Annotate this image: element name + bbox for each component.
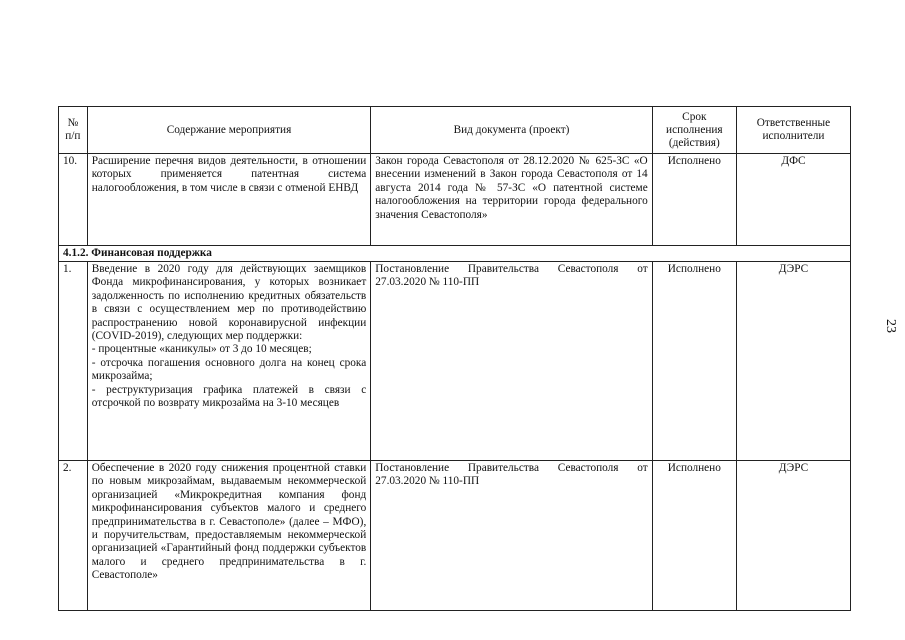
row-content: Обеспечение в 2020 году снижения процентной ставки по новым микрозаймам, выдаваемым некоммерческой организацией «Микрокредитная компания фонд микрофинансирования субъектов малого и среднего предпринимательства в г. Севастополе» (далее – МФО), и поручительствам, предоставляемым некоммерческой организацией «Гарантийный фонд поддержки субъектов малого и среднего предпринимательства в г. Севастополе»: [87, 461, 371, 611]
table-row: [59, 461, 851, 611]
header-document: Вид документа (проект): [371, 107, 652, 154]
header-deadline: Срок исполнения (действия): [652, 107, 736, 154]
content-paragraph: Введение в 2020 году для действующих заемщиков Фонда микрофинансирования, у которых возникает задолженность по исполнению кредитных обязательств в связи с осуществлением мер по противодействию распространению новой коронавирусной инфекции (COVID-2019), следующих мер поддержки:: [91, 263, 367, 343]
header-content: Содержание мероприятия: [87, 107, 371, 154]
page-number: 23: [883, 319, 898, 333]
row-content: Расширение перечня видов деятельности, в отношении которых применяется патентная система налогообложения, в том числе в связи с отменой ЕНВД: [87, 154, 371, 246]
section-title: 4.1.2. Финансовая поддержка: [59, 246, 851, 262]
header-num: № п/п: [59, 107, 88, 154]
row-num: 2.: [59, 461, 88, 611]
table-row: [59, 262, 851, 461]
row-responsible: ДФС: [736, 154, 850, 246]
table-header-row: [59, 107, 851, 154]
row-content: [87, 262, 371, 461]
row-deadline: Исполнено: [652, 262, 736, 461]
header-responsible: Ответственные исполнители: [736, 107, 850, 154]
row-deadline: Исполнено: [652, 154, 736, 246]
content-bullet: - отсрочка погашения основного долга на конец срока микрозайма;: [91, 356, 367, 383]
row-responsible: ДЭРС: [736, 262, 850, 461]
row-deadline: Исполнено: [652, 461, 736, 611]
row-document: Постановление Правительства Севастополя от 27.03.2020 № 110-ПП: [371, 461, 652, 611]
table-row: [59, 154, 851, 246]
content-bullet: - реструктуризация графика платежей в связи с отсрочкой по возврату микрозайма на 3-10 месяцев: [91, 383, 367, 410]
row-responsible: ДЭРС: [736, 461, 850, 611]
section-header-row: [59, 246, 851, 262]
row-num: 10.: [59, 154, 88, 246]
row-document: Постановление Правительства Севастополя от 27.03.2020 № 110-ПП: [371, 262, 652, 461]
measures-table: [58, 106, 851, 611]
row-document: Закон города Севастополя от 28.12.2020 № 625-ЗС «О внесении изменений в Закон города Севастополя от 14 августа 2014 года № 57-ЗС «О патентной системе налогообложения на территории города федерального значения Севастополя»: [371, 154, 652, 246]
row-num: 1.: [59, 262, 88, 461]
content-bullet: - процентные «каникулы» от 3 до 10 месяцев;: [91, 343, 312, 356]
